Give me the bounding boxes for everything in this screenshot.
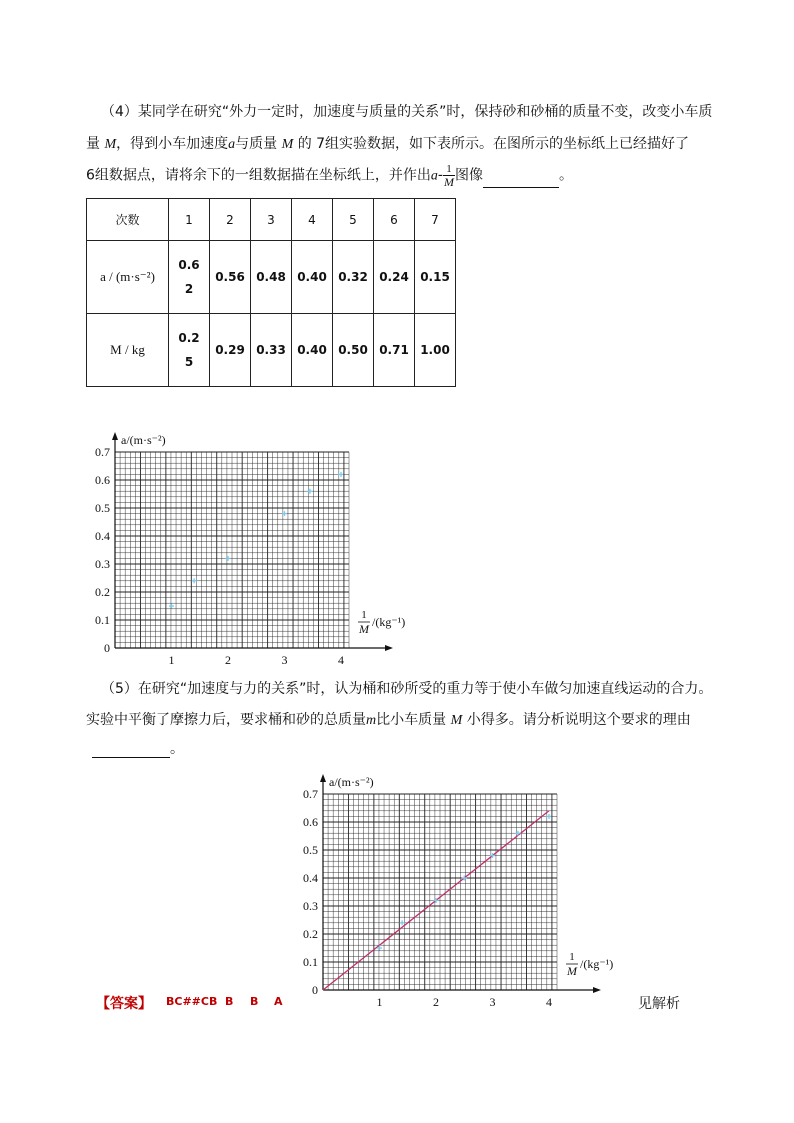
fraction-1-over-M: $\frac{1}{M}$ <box>443 163 454 189</box>
row-label-a: a / (m·s⁻²) <box>87 241 169 314</box>
data-point <box>169 604 174 609</box>
table-cell: 6 <box>374 199 415 241</box>
x-label-unit: /(kg⁻¹) <box>372 615 406 629</box>
table-cell: 0.6 2 <box>169 241 210 314</box>
answer-item-2: B <box>225 995 234 1008</box>
table-cell: 0.48 <box>251 241 292 314</box>
grid <box>323 794 557 990</box>
x-label-numerator: 1 <box>361 609 367 621</box>
y-tick-label: 0.3 <box>303 899 318 913</box>
table-cell: 1.00 <box>415 314 456 387</box>
y-tick-label: 0.4 <box>95 529 110 543</box>
table-cell: 0.56 <box>210 241 251 314</box>
data-point <box>226 556 231 561</box>
table-cell: 1 <box>169 199 210 241</box>
q5-line-2: 实验中平衡了摩擦力后，要求桶和砂的总质量m比小车质量 M 小得多。请分析说明这个要求的理由 <box>86 712 691 728</box>
y-tick-label: 0.2 <box>303 927 318 941</box>
answer-item-4: A <box>274 995 283 1008</box>
y-tick-label: 0.1 <box>95 613 110 627</box>
table-cell: 0.29 <box>210 314 251 387</box>
table-cell: 次数 <box>87 199 169 241</box>
answer-line <box>96 993 152 1013</box>
q4-line-3: 6组数据点，请将余下的一组数据描在坐标纸上，并作出a- $\frac{1}{M}$ 图像 。 <box>86 163 573 189</box>
data-point <box>192 578 197 583</box>
table-cell: 5 <box>333 199 374 241</box>
y-tick-label: 0.7 <box>95 445 110 459</box>
x-axis-arrow-icon <box>385 645 393 651</box>
x-tick-label: 1 <box>376 995 383 1007</box>
y-tick-label: 0 <box>312 983 318 997</box>
y-tick-label: 0 <box>104 641 110 655</box>
x-tick-label: 3 <box>281 653 288 665</box>
q4-line-2: 量 M，得到小车加速度a与质量 M 的 7组实验数据，如下表所示。在图所示的坐标纸上已经描好了 <box>86 136 690 152</box>
data-point <box>547 814 552 819</box>
answer-blank-q5[interactable] <box>92 741 170 758</box>
x-tick-label: 2 <box>433 995 439 1007</box>
table-cell: 3 <box>251 199 292 241</box>
table-cell: 0.2 5 <box>169 314 210 387</box>
x-label-denominator: M <box>567 964 577 978</box>
table-cell: 0.71 <box>374 314 415 387</box>
table-cell: 0.33 <box>251 314 292 387</box>
x-axis-arrow-icon <box>593 987 601 993</box>
table-header-row <box>87 199 456 241</box>
table-cell: 0.40 <box>292 241 333 314</box>
table-cell: 7 <box>415 199 456 241</box>
table-cell: 0.40 <box>292 314 333 387</box>
q4-label: （4） <box>101 104 138 120</box>
y-axis-label: a/(m·s⁻²) <box>121 433 166 447</box>
y-tick-label: 0.5 <box>303 843 318 857</box>
data-point <box>339 472 344 477</box>
answer-blank-q4[interactable] <box>483 171 559 188</box>
y-tick-label: 0.6 <box>95 473 110 487</box>
x-tick-label: 4 <box>546 995 552 1007</box>
grid <box>115 452 349 648</box>
answer-item-1: BC##CB <box>166 995 218 1008</box>
x-tick-label: 3 <box>489 995 496 1007</box>
table-cell: 0.50 <box>333 314 374 387</box>
x-label-numerator: 1 <box>569 951 575 963</box>
x-tick-label: 1 <box>168 653 175 665</box>
row-label-M: M / kg <box>87 314 169 387</box>
table-cell: 0.32 <box>333 241 374 314</box>
table-cell: 4 <box>292 199 333 241</box>
x-tick-label: 4 <box>338 653 344 665</box>
x-label-unit: /(kg⁻¹) <box>580 957 614 971</box>
y-tick-label: 0.1 <box>303 955 318 969</box>
x-tick-label: 2 <box>225 653 231 665</box>
x-label-denominator: M <box>359 622 369 636</box>
y-tick-label: 0.3 <box>95 557 110 571</box>
y-axis-arrow-icon <box>320 774 326 782</box>
answer-label: 【答案】 <box>96 996 152 1012</box>
table-cell: 2 <box>210 199 251 241</box>
y-axis-arrow-icon <box>112 432 118 440</box>
answer-item-3: B <box>250 995 259 1008</box>
table-row-mass <box>87 314 456 387</box>
table-row-acceleration <box>87 241 456 314</box>
data-table <box>86 198 456 387</box>
y-tick-label: 0.4 <box>303 871 318 885</box>
y-tick-label: 0.2 <box>95 585 110 599</box>
table-cell: 0.15 <box>415 241 456 314</box>
answer-see-explanation: 见解析 <box>638 996 680 1012</box>
graph-paper-chart-1[interactable] <box>88 420 428 665</box>
y-tick-label: 0.7 <box>303 787 318 801</box>
q5-line-1: （5）在研究“加速度与力的关系”时，认为桶和砂所受的重力等于使小车做匀加速直线运动的合力。 <box>101 681 713 697</box>
q4-line-1: （4）某同学在研究“外力一定时，加速度与质量的关系”时，保持砂和砂桶的质量不变，改变小车质 <box>101 104 713 120</box>
data-point <box>400 920 405 925</box>
q5-line-3: 。 <box>92 738 184 758</box>
graph-paper-chart-2[interactable] <box>296 762 636 1007</box>
y-axis-label: a/(m·s⁻²) <box>329 775 374 789</box>
y-tick-label: 0.6 <box>303 815 318 829</box>
q5-label: （5） <box>101 681 138 697</box>
y-tick-label: 0.5 <box>95 501 110 515</box>
table-cell: 0.24 <box>374 241 415 314</box>
